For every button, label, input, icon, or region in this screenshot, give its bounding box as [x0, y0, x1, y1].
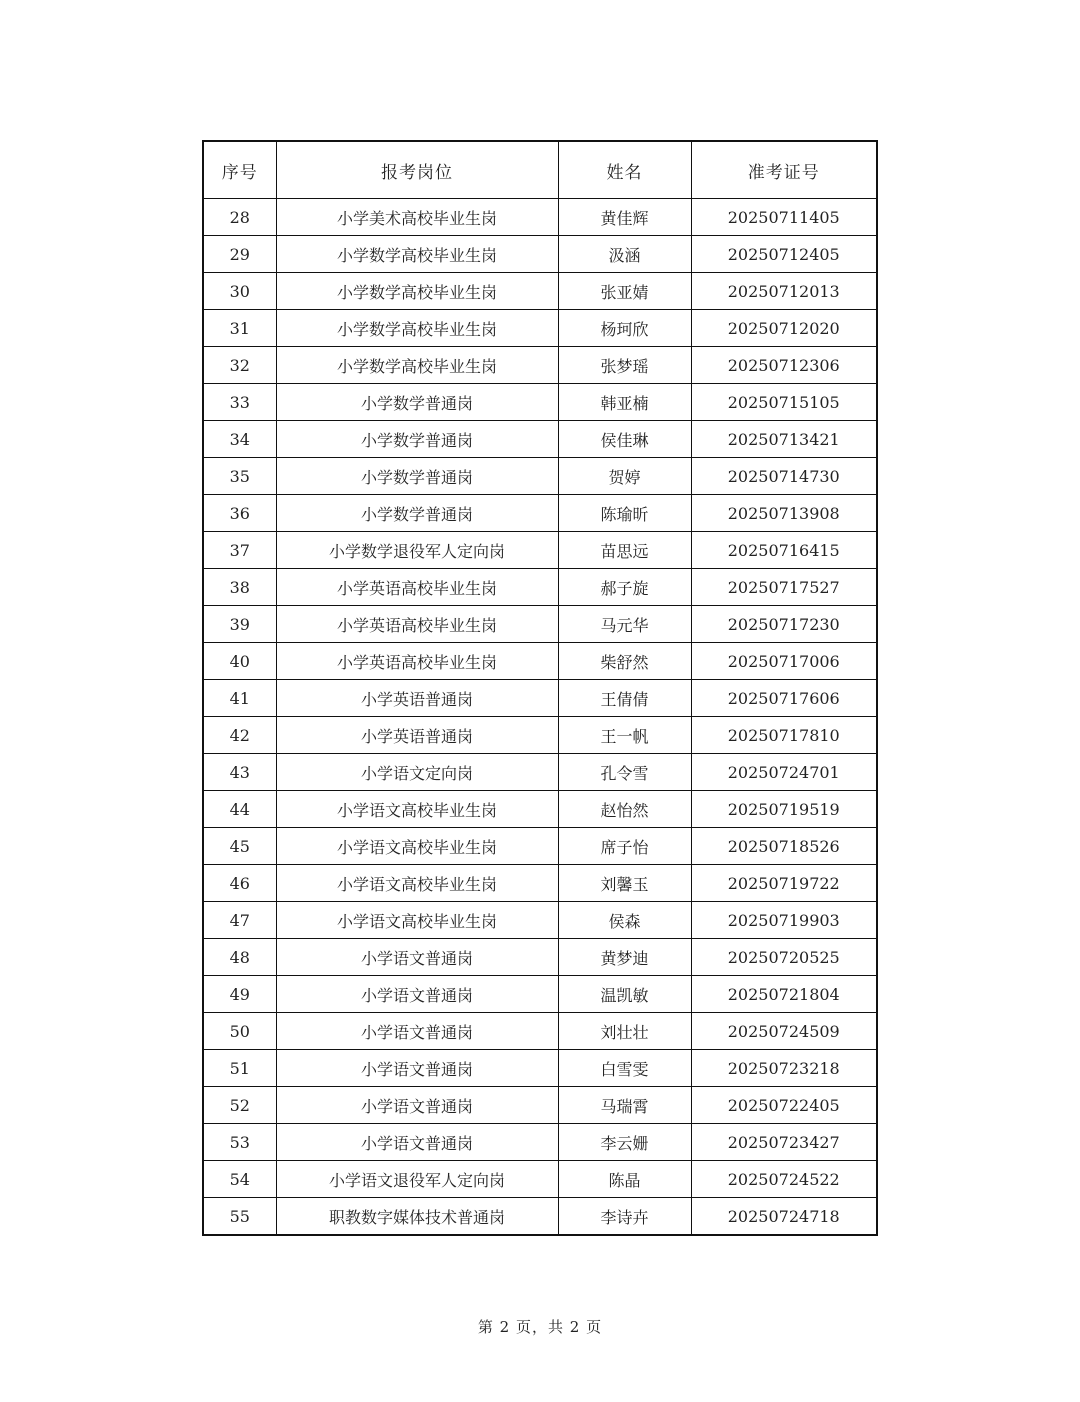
cell-seq: 31: [203, 310, 276, 347]
table-row: [203, 606, 877, 643]
candidate-table: [202, 140, 878, 1236]
cell-post: 职教数字媒体技术普通岗: [276, 1198, 558, 1236]
cell-exam-id: 20250712020: [691, 310, 877, 347]
cell-exam-id: 20250718526: [691, 828, 877, 865]
cell-seq: 50: [203, 1013, 276, 1050]
cell-name: 侯佳琳: [558, 421, 691, 458]
table-row: [203, 532, 877, 569]
cell-name: 杨珂欣: [558, 310, 691, 347]
table-row: [203, 865, 877, 902]
cell-exam-id: 20250715105: [691, 384, 877, 421]
cell-post: 小学数学退役军人定向岗: [276, 532, 558, 569]
cell-exam-id: 20250717230: [691, 606, 877, 643]
cell-exam-id: 20250721804: [691, 976, 877, 1013]
cell-post: 小学语文普通岗: [276, 1124, 558, 1161]
cell-exam-id: 20250711405: [691, 199, 877, 236]
table-row: [203, 976, 877, 1013]
cell-exam-id: 20250713908: [691, 495, 877, 532]
cell-exam-id: 20250719722: [691, 865, 877, 902]
cell-seq: 40: [203, 643, 276, 680]
cell-post: 小学数学高校毕业生岗: [276, 273, 558, 310]
cell-name: 马元华: [558, 606, 691, 643]
cell-name: 刘馨玉: [558, 865, 691, 902]
cell-name: 马瑞霄: [558, 1087, 691, 1124]
cell-seq: 28: [203, 199, 276, 236]
cell-exam-id: 20250717810: [691, 717, 877, 754]
table-row: [203, 236, 877, 273]
cell-seq: 48: [203, 939, 276, 976]
cell-post: 小学语文退役军人定向岗: [276, 1161, 558, 1198]
cell-name: 黄佳辉: [558, 199, 691, 236]
cell-name: 白雪雯: [558, 1050, 691, 1087]
cell-exam-id: 20250714730: [691, 458, 877, 495]
header-name: 姓名: [558, 141, 691, 199]
cell-name: 黄梦迪: [558, 939, 691, 976]
cell-exam-id: 20250723218: [691, 1050, 877, 1087]
cell-seq: 39: [203, 606, 276, 643]
cell-post: 小学数学高校毕业生岗: [276, 310, 558, 347]
cell-post: 小学数学普通岗: [276, 421, 558, 458]
cell-post: 小学语文高校毕业生岗: [276, 828, 558, 865]
cell-seq: 37: [203, 532, 276, 569]
table-row: [203, 680, 877, 717]
cell-post: 小学数学普通岗: [276, 384, 558, 421]
table-row: [203, 1013, 877, 1050]
cell-post: 小学英语普通岗: [276, 680, 558, 717]
table-row: [203, 347, 877, 384]
cell-seq: 46: [203, 865, 276, 902]
cell-seq: 55: [203, 1198, 276, 1236]
cell-name: 陈瑜昕: [558, 495, 691, 532]
table-row: [203, 643, 877, 680]
table-row: [203, 569, 877, 606]
cell-exam-id: 20250724509: [691, 1013, 877, 1050]
cell-name: 孔令雪: [558, 754, 691, 791]
cell-seq: 36: [203, 495, 276, 532]
cell-name: 苗思远: [558, 532, 691, 569]
cell-post: 小学语文高校毕业生岗: [276, 791, 558, 828]
cell-seq: 34: [203, 421, 276, 458]
table-row: [203, 1198, 877, 1236]
cell-name: 张亚婧: [558, 273, 691, 310]
table-row: [203, 199, 877, 236]
cell-seq: 47: [203, 902, 276, 939]
cell-post: 小学语文普通岗: [276, 1087, 558, 1124]
cell-post: 小学语文普通岗: [276, 939, 558, 976]
header-seq: 序号: [203, 141, 276, 199]
cell-post: 小学美术高校毕业生岗: [276, 199, 558, 236]
cell-exam-id: 20250719519: [691, 791, 877, 828]
table-row: [203, 1124, 877, 1161]
cell-seq: 53: [203, 1124, 276, 1161]
cell-post: 小学语文定向岗: [276, 754, 558, 791]
cell-exam-id: 20250720525: [691, 939, 877, 976]
cell-name: 贺婷: [558, 458, 691, 495]
cell-name: 王一帆: [558, 717, 691, 754]
cell-exam-id: 20250722405: [691, 1087, 877, 1124]
table-row: [203, 458, 877, 495]
cell-seq: 30: [203, 273, 276, 310]
cell-seq: 44: [203, 791, 276, 828]
cell-post: 小学英语高校毕业生岗: [276, 643, 558, 680]
cell-post: 小学数学高校毕业生岗: [276, 347, 558, 384]
header-row: [203, 141, 877, 199]
cell-post: 小学数学高校毕业生岗: [276, 236, 558, 273]
cell-exam-id: 20250724522: [691, 1161, 877, 1198]
header-exam-id: 准考证号: [691, 141, 877, 199]
cell-seq: 52: [203, 1087, 276, 1124]
cell-name: 李诗卉: [558, 1198, 691, 1236]
cell-name: 侯森: [558, 902, 691, 939]
cell-name: 赵怡然: [558, 791, 691, 828]
table-row: [203, 384, 877, 421]
table-row: [203, 828, 877, 865]
cell-exam-id: 20250723427: [691, 1124, 877, 1161]
cell-name: 汲涵: [558, 236, 691, 273]
cell-name: 温凯敏: [558, 976, 691, 1013]
table-row: [203, 902, 877, 939]
table-header: [203, 141, 877, 199]
cell-seq: 32: [203, 347, 276, 384]
cell-exam-id: 20250717527: [691, 569, 877, 606]
cell-post: 小学语文普通岗: [276, 1050, 558, 1087]
cell-exam-id: 20250713421: [691, 421, 877, 458]
cell-seq: 49: [203, 976, 276, 1013]
cell-exam-id: 20250712306: [691, 347, 877, 384]
cell-post: 小学语文高校毕业生岗: [276, 902, 558, 939]
table-row: [203, 273, 877, 310]
cell-exam-id: 20250724701: [691, 754, 877, 791]
cell-exam-id: 20250717606: [691, 680, 877, 717]
cell-seq: 51: [203, 1050, 276, 1087]
cell-exam-id: 20250712013: [691, 273, 877, 310]
cell-post: 小学英语高校毕业生岗: [276, 569, 558, 606]
cell-seq: 41: [203, 680, 276, 717]
cell-name: 陈晶: [558, 1161, 691, 1198]
cell-name: 韩亚楠: [558, 384, 691, 421]
table-row: [203, 754, 877, 791]
cell-exam-id: 20250712405: [691, 236, 877, 273]
cell-post: 小学数学普通岗: [276, 495, 558, 532]
cell-post: 小学语文普通岗: [276, 1013, 558, 1050]
cell-name: 王倩倩: [558, 680, 691, 717]
table-body: [203, 199, 877, 1236]
cell-name: 刘壮壮: [558, 1013, 691, 1050]
cell-post: 小学语文普通岗: [276, 976, 558, 1013]
cell-name: 张梦瑶: [558, 347, 691, 384]
cell-seq: 33: [203, 384, 276, 421]
table-row: [203, 791, 877, 828]
cell-exam-id: 20250724718: [691, 1198, 877, 1236]
table-row: [203, 421, 877, 458]
cell-seq: 43: [203, 754, 276, 791]
cell-seq: 35: [203, 458, 276, 495]
cell-exam-id: 20250716415: [691, 532, 877, 569]
cell-seq: 38: [203, 569, 276, 606]
cell-name: 席子怡: [558, 828, 691, 865]
cell-seq: 42: [203, 717, 276, 754]
page-footer: 第 2 页，共 2 页: [477, 1318, 603, 1336]
cell-exam-id: 20250717006: [691, 643, 877, 680]
cell-seq: 29: [203, 236, 276, 273]
table-row: [203, 1087, 877, 1124]
table-row: [203, 310, 877, 347]
cell-name: 柴舒然: [558, 643, 691, 680]
cell-name: 李云姗: [558, 1124, 691, 1161]
table-row: [203, 495, 877, 532]
cell-post: 小学英语高校毕业生岗: [276, 606, 558, 643]
cell-post: 小学数学普通岗: [276, 458, 558, 495]
cell-post: 小学英语普通岗: [276, 717, 558, 754]
cell-seq: 45: [203, 828, 276, 865]
cell-name: 郝子旋: [558, 569, 691, 606]
table-row: [203, 939, 877, 976]
table-row: [203, 717, 877, 754]
cell-exam-id: 20250719903: [691, 902, 877, 939]
cell-seq: 54: [203, 1161, 276, 1198]
table-row: [203, 1161, 877, 1198]
cell-post: 小学语文高校毕业生岗: [276, 865, 558, 902]
header-post: 报考岗位: [276, 141, 558, 199]
table-row: [203, 1050, 877, 1087]
